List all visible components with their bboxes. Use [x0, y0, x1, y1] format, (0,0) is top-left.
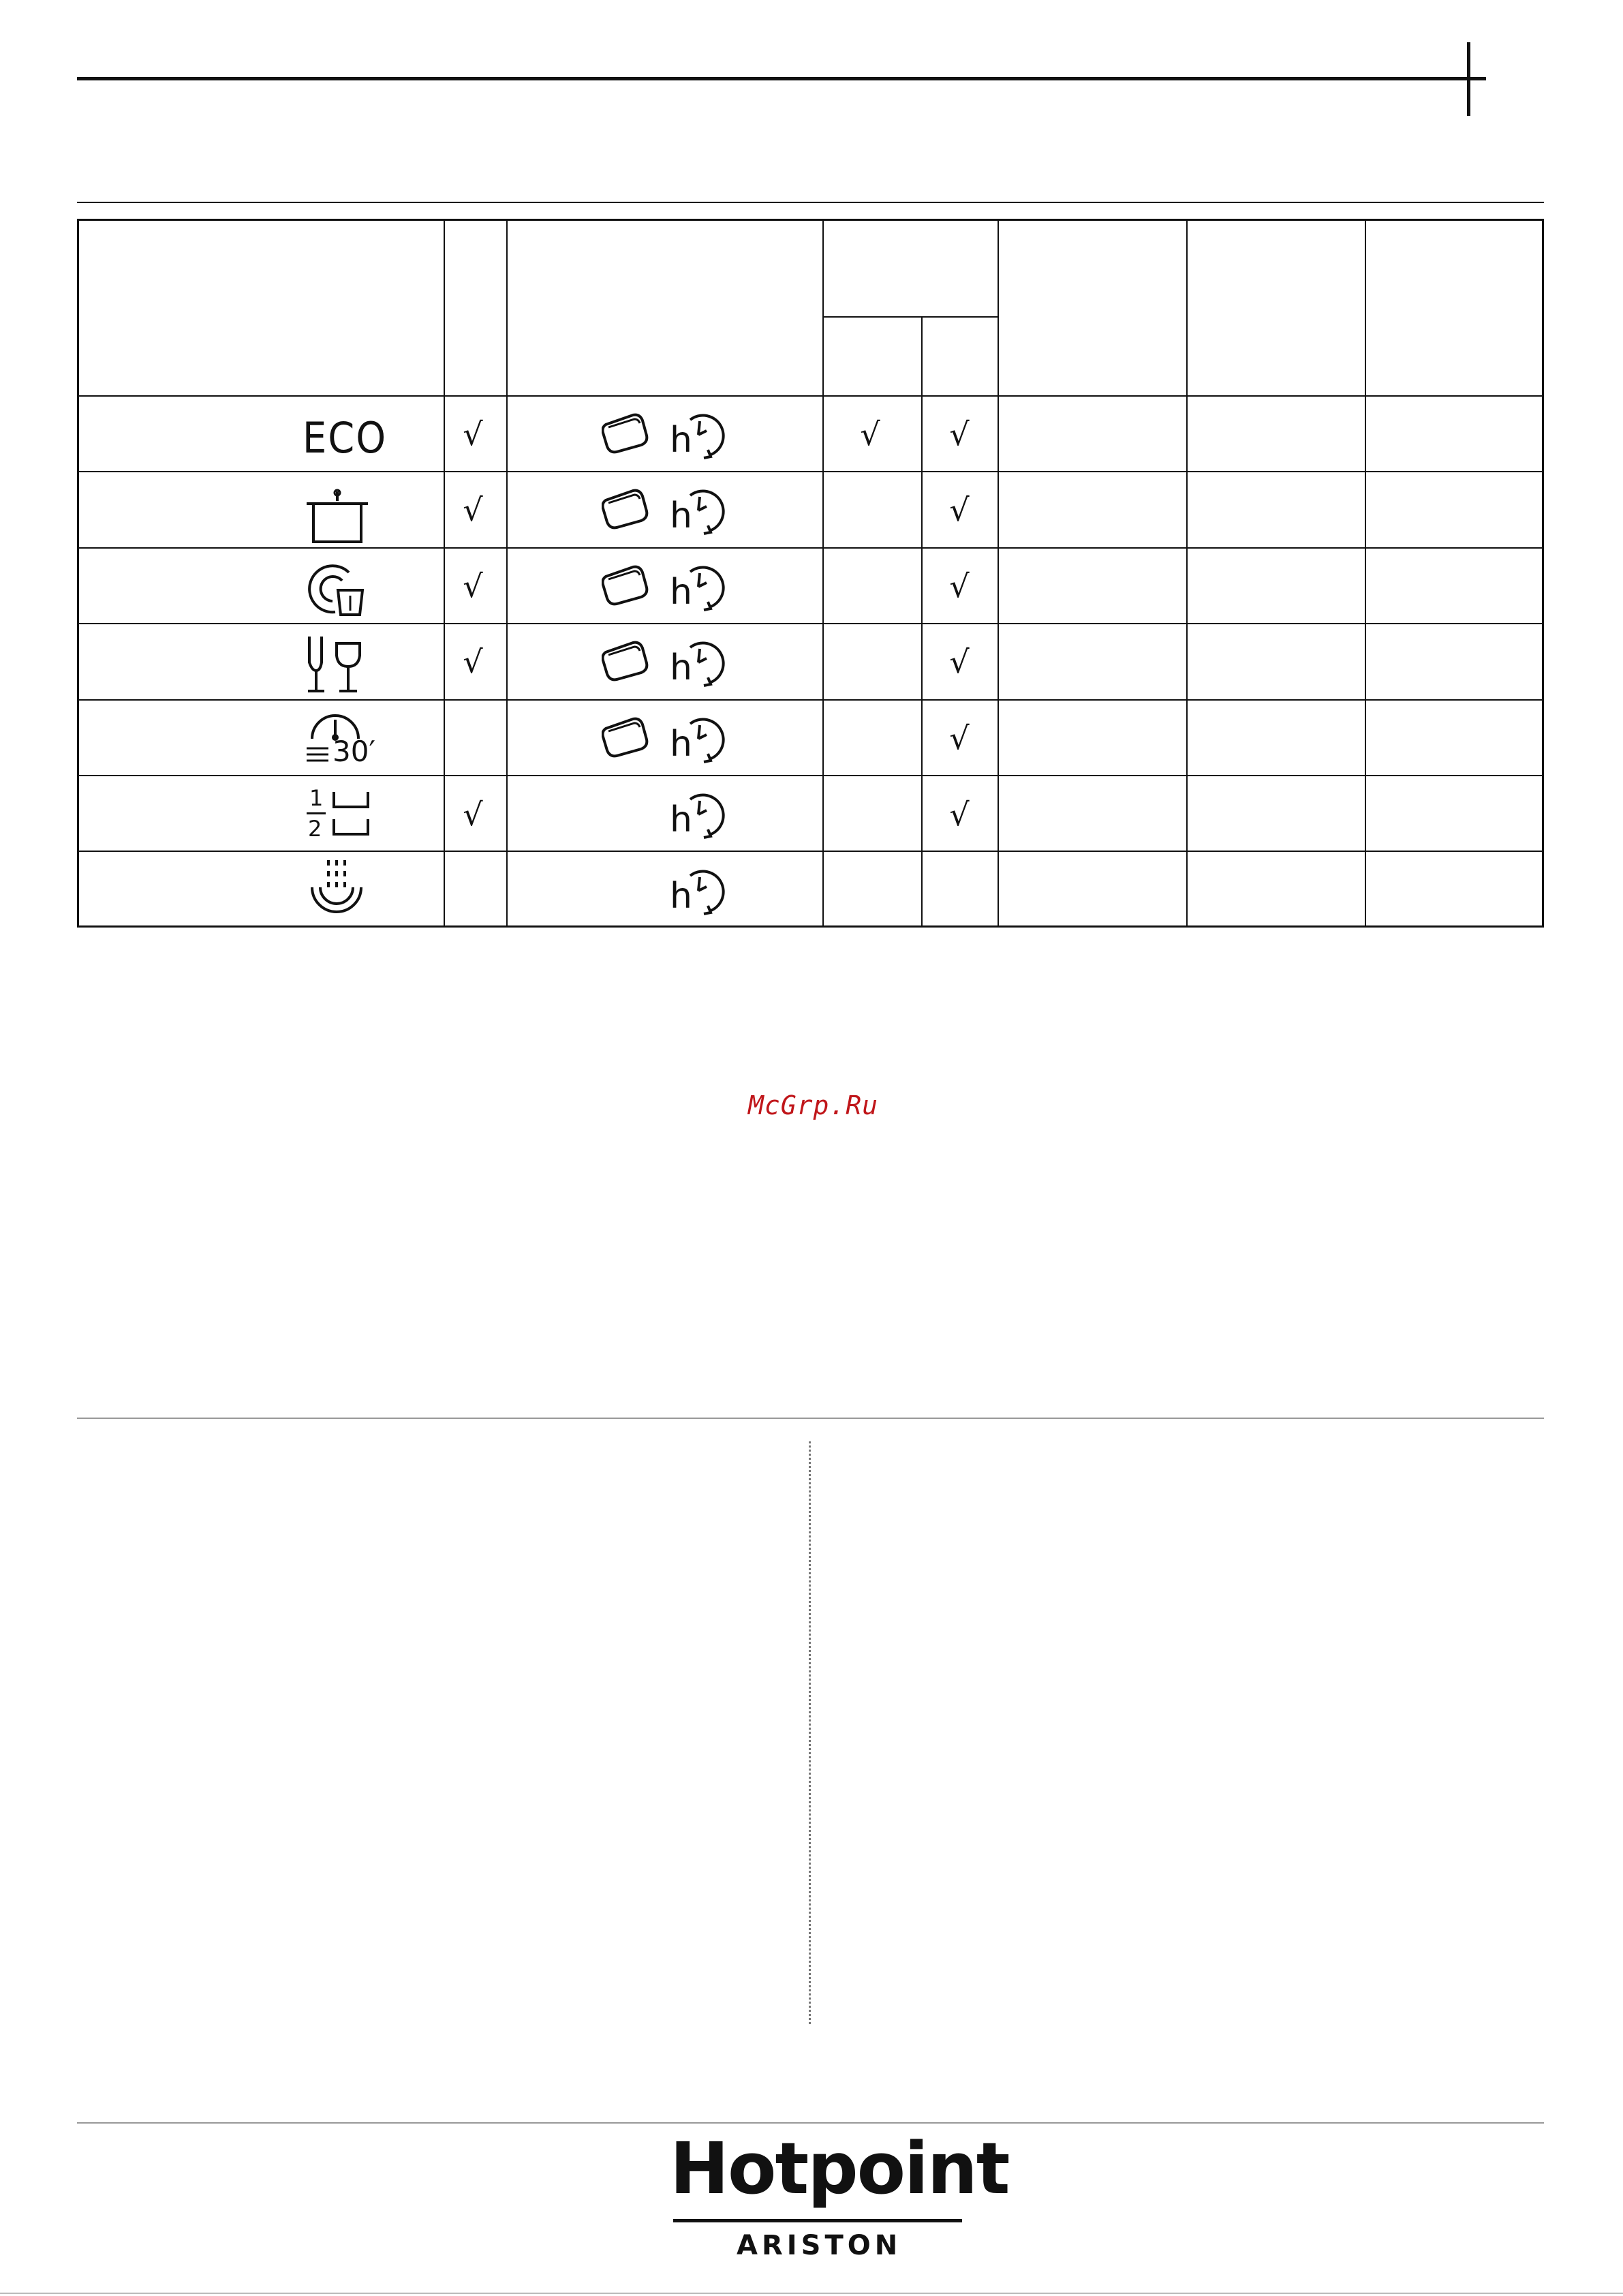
col-divider: [444, 221, 445, 925]
delay-h-letter: h: [670, 647, 692, 688]
col-divider: [1365, 221, 1366, 925]
check-mark: √: [949, 491, 970, 528]
check-mark: √: [463, 568, 483, 604]
column-divider: [809, 1441, 811, 2024]
prewash-icon: [308, 857, 365, 921]
check-mark: √: [463, 643, 483, 680]
row-divider: [79, 471, 1542, 472]
top-rule: [77, 77, 1486, 80]
delay-h-letter: h: [670, 799, 692, 840]
row-divider: [79, 395, 1542, 397]
check-mark: √: [949, 568, 970, 604]
top-rule-tick: [1467, 42, 1470, 116]
delay-h-letter: h: [670, 420, 692, 461]
delay-start-icon: [671, 714, 726, 763]
check-mark: √: [463, 796, 483, 833]
eco-program-label: ECO: [303, 413, 388, 463]
tablet-icon: [602, 640, 651, 682]
section-rule-middle: [77, 1418, 1544, 1419]
plate-glass-icon: [308, 563, 365, 617]
basket-bottom-icon: [333, 818, 369, 838]
delay-start-icon: [671, 866, 726, 915]
program-table: [77, 219, 1544, 928]
col-divider: [1186, 221, 1188, 925]
footer-rule: [77, 2122, 1544, 2124]
delay-start-icon: [671, 790, 726, 839]
header-subsplit: [822, 316, 998, 318]
wine-glass-icon: [304, 635, 365, 694]
delay-h-letter: h: [670, 495, 692, 536]
tablet-icon: [602, 564, 651, 607]
brand-logo-sub: ARISTON: [737, 2230, 902, 2261]
tablet-icon: [602, 488, 651, 530]
row-divider: [79, 547, 1542, 549]
col-divider: [921, 316, 923, 925]
check-mark: √: [949, 796, 970, 833]
quick-30-label: 30′: [333, 735, 375, 768]
delay-start-icon: [671, 410, 726, 459]
brand-logo: Hotpoint: [670, 2127, 1009, 2210]
bottom-edge-rule: [0, 2293, 1623, 2294]
check-mark: √: [949, 416, 970, 453]
half-load-numerator: 1: [309, 785, 324, 811]
tablet-icon: [602, 716, 651, 759]
col-divider: [822, 221, 824, 925]
row-divider: [79, 775, 1542, 776]
half-load-fraction-bar: [307, 812, 326, 814]
half-load-denominator: 2: [308, 816, 322, 842]
delay-start-icon: [671, 562, 726, 611]
check-mark: √: [949, 643, 970, 680]
delay-start-icon: [671, 486, 726, 535]
delay-h-letter: h: [670, 876, 692, 917]
delay-start-icon: [671, 638, 726, 687]
check-mark: √: [463, 491, 483, 528]
basket-top-icon: [333, 791, 369, 811]
section-rule-top: [77, 202, 1544, 203]
speed-lines-icon: [305, 746, 330, 764]
row-divider: [79, 851, 1542, 852]
row-divider: [79, 623, 1542, 624]
check-mark: √: [860, 416, 880, 453]
delay-h-letter: h: [670, 724, 692, 765]
col-divider: [998, 221, 999, 925]
col-divider: [506, 221, 508, 925]
delay-h-letter: h: [670, 572, 692, 613]
check-mark: √: [463, 416, 483, 453]
brand-logo-bar: [673, 2219, 962, 2222]
tablet-icon: [602, 412, 651, 455]
pot-icon: [305, 487, 369, 545]
check-mark: √: [949, 720, 970, 756]
row-divider: [79, 699, 1542, 701]
watermark-text: McGrp.Ru: [748, 1090, 879, 1120]
